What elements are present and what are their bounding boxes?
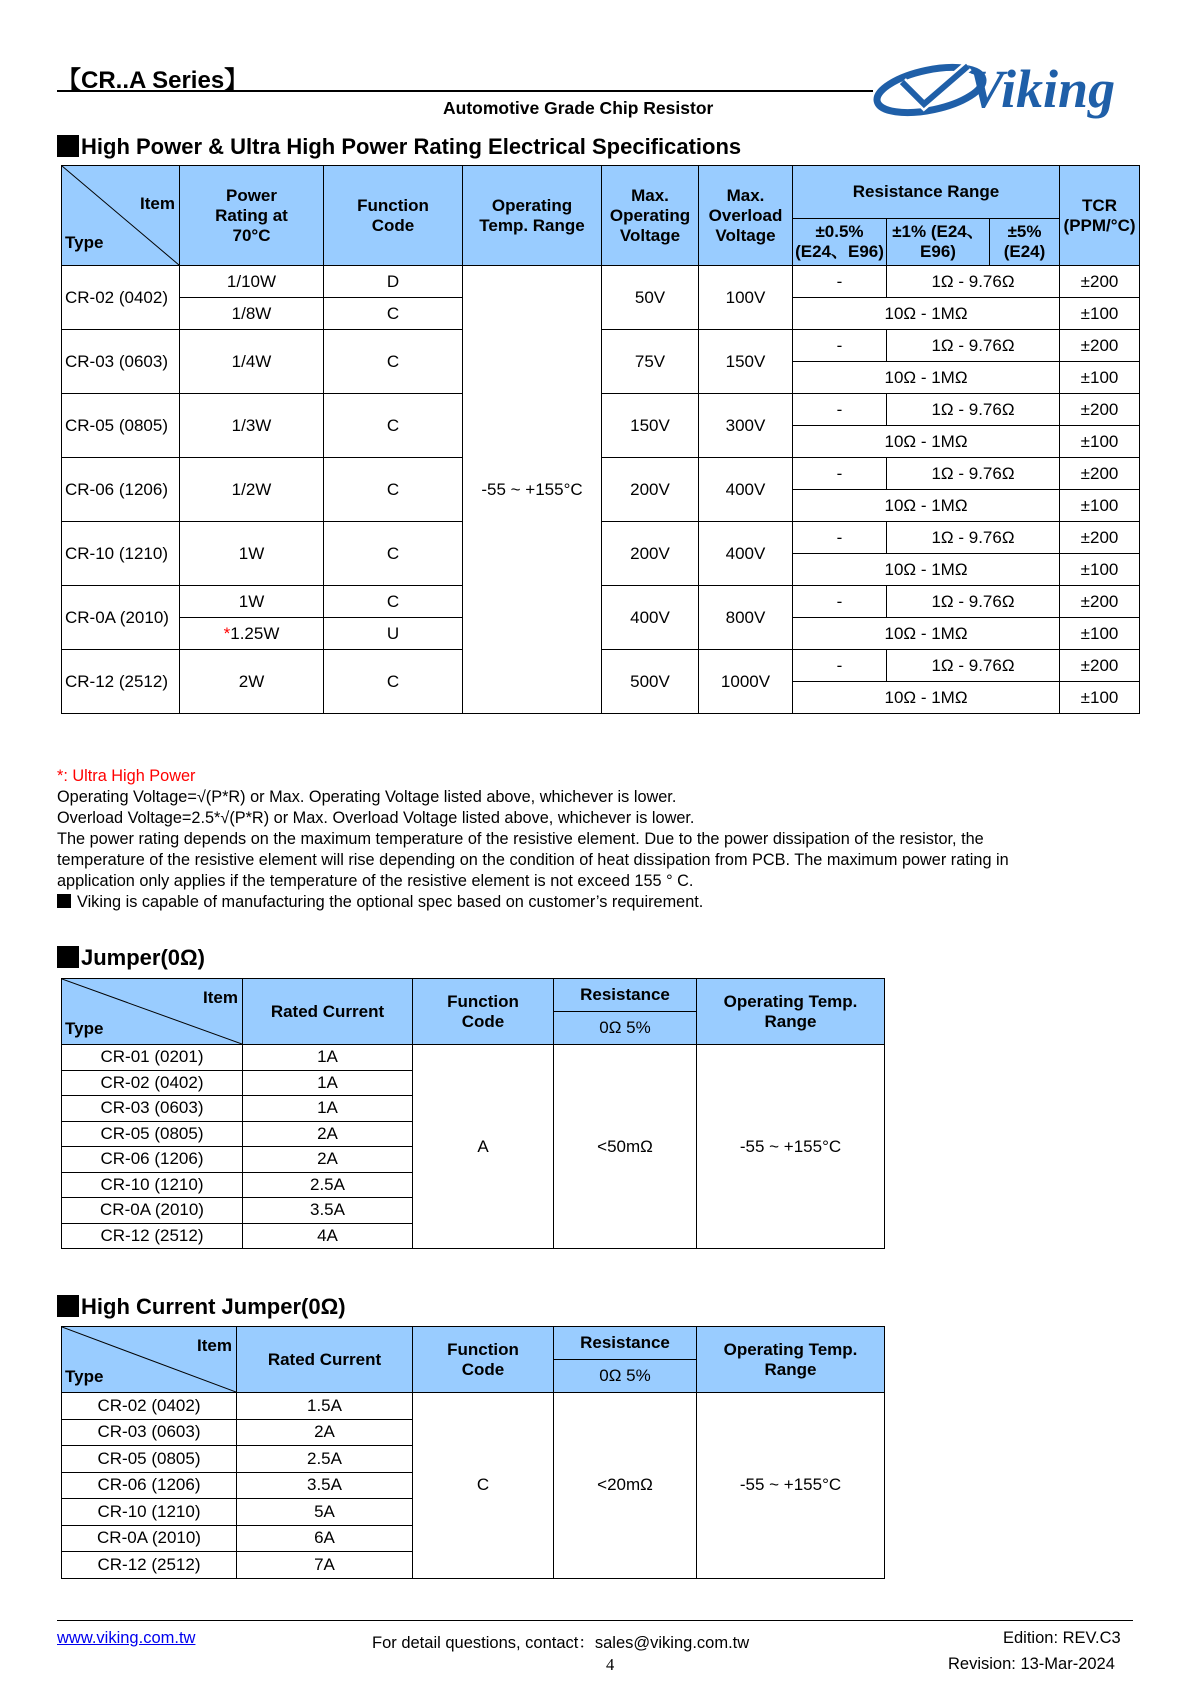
range-05-cell: - (793, 522, 887, 554)
range-low-cell: 1Ω - 9.76Ω (887, 650, 1060, 682)
range-high-cell: 10Ω - 1MΩ (793, 426, 1060, 458)
range-05-cell: - (793, 330, 887, 362)
header-divider (57, 90, 873, 92)
function-cell: U (324, 618, 463, 650)
function-cell: C (324, 522, 463, 586)
rated-current-cell: 2A (243, 1147, 413, 1173)
hc-jumper-table (61, 1326, 885, 1579)
type-cell: CR-0A (2010) (62, 586, 180, 650)
max-ov-voltage-cell: 400V (699, 522, 793, 586)
function-cell: C (413, 1393, 554, 1579)
rated-current-cell: 3.5A (237, 1472, 413, 1499)
type-cell: CR-02 (0402) (62, 1393, 237, 1420)
function-cell: C (324, 394, 463, 458)
range-05-cell: - (793, 266, 887, 298)
power-rating-header: Power Rating at 70°C (180, 166, 324, 266)
table-row (62, 650, 1140, 682)
range-low-cell: 1Ω - 9.76Ω (887, 330, 1060, 362)
max-ov-voltage-cell: 800V (699, 586, 793, 650)
power-cell: 1W (180, 522, 324, 586)
table-row (62, 1393, 885, 1420)
function-cell: A (413, 1045, 554, 1249)
range-high-cell: 10Ω - 1MΩ (793, 298, 1060, 330)
range-low-cell: 1Ω - 9.76Ω (887, 266, 1060, 298)
table-row (62, 458, 1140, 490)
resistance-header: Resistance (554, 979, 697, 1012)
tcr-cell: ±100 (1060, 618, 1140, 650)
range-5-header: ±5% (E24) (990, 219, 1060, 266)
ultra-marker: * (223, 623, 231, 643)
resistance-cell: <50mΩ (554, 1045, 697, 1249)
range-05-cell: - (793, 586, 887, 618)
edition-label: Edition: REV.C3 (1003, 1629, 1121, 1647)
function-cell: C (324, 330, 463, 394)
power-cell: 1W (180, 586, 324, 618)
rated-current-cell: 7A (237, 1552, 413, 1579)
power-cell (180, 618, 324, 650)
type-cell: CR-12 (2512) (62, 1223, 243, 1249)
power-cell: 1/4W (180, 330, 324, 394)
max-ov-voltage-cell: 100V (699, 266, 793, 330)
spec-table-body (62, 266, 1140, 714)
range-05-cell: - (793, 394, 887, 426)
rated-current-cell: 1A (243, 1096, 413, 1122)
max-op-voltage-cell: 400V (602, 586, 699, 650)
max-op-voltage-cell: 50V (602, 266, 699, 330)
range-05-header: ±0.5% (E24、E96) (793, 219, 887, 266)
temp-range-cell: -55 ~ +155°C (697, 1045, 885, 1249)
rated-current-header: Rated Current (237, 1327, 413, 1393)
series-title: 【CR..A Series】 (57, 67, 249, 94)
range-high-cell: 10Ω - 1MΩ (793, 490, 1060, 522)
section-title-jumper: Jumper(0Ω) (57, 945, 205, 971)
temp-range-header: Operating Temp. Range (463, 166, 602, 266)
rated-current-cell: 3.5A (243, 1198, 413, 1224)
function-cell: C (324, 586, 463, 618)
tcr-cell: ±200 (1060, 586, 1140, 618)
rated-current-cell: 4A (243, 1223, 413, 1249)
type-cell: CR-0A (2010) (62, 1198, 243, 1224)
type-cell: CR-0A (2010) (62, 1525, 237, 1552)
type-cell: CR-05 (0805) (62, 1446, 237, 1473)
item-label: Item (197, 1336, 232, 1356)
tcr-cell: ±200 (1060, 522, 1140, 554)
max-op-voltage-cell: 200V (602, 458, 699, 522)
tcr-header: TCR (PPM/°C) (1060, 166, 1140, 266)
function-code-header: Function Code (413, 1327, 554, 1393)
table-row (62, 394, 1140, 426)
range-high-cell: 10Ω - 1MΩ (793, 554, 1060, 586)
resistance-cell: <20mΩ (554, 1393, 697, 1579)
type-cell: CR-10 (1210) (62, 1499, 237, 1526)
jumper-item-type-header (62, 979, 243, 1045)
revision-date: Revision: 13-Mar-2024 (948, 1655, 1115, 1673)
tcr-cell: ±200 (1060, 330, 1140, 362)
tcr-cell: ±200 (1060, 650, 1140, 682)
type-cell: CR-03 (0603) (62, 1096, 243, 1122)
range-1-header: ±1% (E24、E96) (887, 219, 990, 266)
rated-current-cell: 6A (237, 1525, 413, 1552)
type-label: Type (65, 1366, 104, 1386)
type-cell: CR-06 (1206) (62, 1472, 237, 1499)
power-cell: 1/8W (180, 298, 324, 330)
item-label: Item (140, 193, 175, 213)
tcr-cell: ±100 (1060, 298, 1140, 330)
ultra-high-power-note: *: Ultra High Power (57, 767, 196, 785)
range-05-cell: - (793, 650, 887, 682)
power-cell: 1/10W (180, 266, 324, 298)
table-row (62, 522, 1140, 554)
resistance-header: Resistance (554, 1327, 697, 1360)
temp-range-header: Operating Temp. Range (697, 1327, 885, 1393)
resistance-sub-header: 0Ω 5% (554, 1360, 697, 1393)
type-cell: CR-10 (1210) (62, 522, 180, 586)
overload-voltage-note: Overload Voltage=2.5*√(P*R) or Max. Overload Voltage listed above, whichever is lower. (57, 809, 695, 827)
power-cell: 1/3W (180, 394, 324, 458)
power-rating-note-line2: temperature of the resistive element will rise depending on the condition of heat dissipation from PCB. The maximum power rating in (57, 851, 1009, 869)
range-high-cell: 10Ω - 1MΩ (793, 618, 1060, 650)
viking-logo (872, 52, 1152, 124)
footer-divider (57, 1620, 1133, 1621)
rated-current-cell: 2.5A (243, 1172, 413, 1198)
type-cell: CR-03 (0603) (62, 1419, 237, 1446)
range-low-cell: 1Ω - 9.76Ω (887, 394, 1060, 426)
function-code-header: Function Code (413, 979, 554, 1045)
tcr-cell: ±200 (1060, 266, 1140, 298)
power-cell: 2W (180, 650, 324, 714)
type-cell: CR-12 (2512) (62, 650, 180, 714)
type-cell: CR-05 (0805) (62, 1121, 243, 1147)
operating-voltage-note: Operating Voltage=√(P*R) or Max. Operating Voltage listed above, whichever is lower. (57, 788, 677, 806)
function-cell: D (324, 266, 463, 298)
tcr-cell: ±100 (1060, 554, 1140, 586)
document-subtitle: Automotive Grade Chip Resistor (443, 98, 714, 118)
function-cell: C (324, 298, 463, 330)
type-cell: CR-02 (0402) (62, 1070, 243, 1096)
table-row (62, 586, 1140, 618)
table-row (62, 330, 1140, 362)
rated-current-cell: 1A (243, 1070, 413, 1096)
power-cell: 1/2W (180, 458, 324, 522)
table-row (62, 1045, 885, 1071)
hc-jumper-table-body (62, 1393, 885, 1579)
square-bullet-icon (57, 1295, 79, 1317)
item-type-header (62, 166, 180, 266)
range-05-cell: - (793, 458, 887, 490)
rated-current-header: Rated Current (243, 979, 413, 1045)
square-bullet-icon (57, 135, 79, 157)
optional-spec-note: Viking is capable of manufacturing the optional spec based on customer’s requirement. (57, 892, 1137, 913)
max-op-voltage-cell: 500V (602, 650, 699, 714)
range-high-cell: 10Ω - 1MΩ (793, 362, 1060, 394)
function-cell: C (324, 458, 463, 522)
max-ov-voltage-header: Max. Overload Voltage (699, 166, 793, 266)
rated-current-cell: 1A (243, 1045, 413, 1071)
type-cell: CR-01 (0201) (62, 1045, 243, 1071)
page-number: 4 (606, 1655, 615, 1674)
section-title-hc-jumper: High Current Jumper(0Ω) (57, 1294, 346, 1320)
power-rating-note-line3: application only applies if the temperature of the resistive element is not exceed 155 ° C. (57, 872, 694, 890)
type-cell: CR-05 (0805) (62, 394, 180, 458)
contact-info: For detail questions, contact：sales@viking.com.tw (372, 1634, 750, 1652)
jumper-table (61, 978, 885, 1249)
rated-current-cell: 2A (237, 1419, 413, 1446)
hc-item-type-header (62, 1327, 237, 1393)
rated-current-cell: 2.5A (237, 1446, 413, 1473)
tcr-cell: ±100 (1060, 682, 1140, 714)
tcr-cell: ±100 (1060, 426, 1140, 458)
rated-current-cell: 2A (243, 1121, 413, 1147)
max-ov-voltage-cell: 300V (699, 394, 793, 458)
type-cell: CR-06 (1206) (62, 1147, 243, 1173)
item-label: Item (203, 988, 238, 1008)
range-low-cell: 1Ω - 9.76Ω (887, 458, 1060, 490)
temp-range-header: Operating Temp. Range (697, 979, 885, 1045)
max-op-voltage-header: Max. Operating Voltage (602, 166, 699, 266)
function-cell: C (324, 650, 463, 714)
function-code-header: Function Code (324, 166, 463, 266)
range-high-cell: 10Ω - 1MΩ (793, 682, 1060, 714)
spec-table (61, 165, 1140, 714)
type-cell: CR-02 (0402) (62, 266, 180, 330)
power-rating-note-line1: The power rating depends on the maximum temperature of the resistive element. Due to the power dissipation of the resistor, the (57, 830, 984, 848)
max-ov-voltage-cell: 150V (699, 330, 793, 394)
type-cell: CR-03 (0603) (62, 330, 180, 394)
tcr-cell: ±100 (1060, 490, 1140, 522)
range-low-cell: 1Ω - 9.76Ω (887, 586, 1060, 618)
type-label: Type (65, 233, 104, 253)
power-value: 1.25W (230, 623, 280, 643)
section-title-spec: High Power & Ultra High Power Rating Electrical Specifications (57, 134, 741, 160)
range-low-cell: 1Ω - 9.76Ω (887, 522, 1060, 554)
rated-current-cell: 5A (237, 1499, 413, 1526)
square-bullet-icon (57, 894, 71, 908)
table-row (62, 266, 1140, 298)
jumper-table-body (62, 1045, 885, 1249)
website-link[interactable]: www.viking.com.tw (57, 1629, 196, 1647)
tcr-cell: ±100 (1060, 362, 1140, 394)
resistance-range-header: Resistance Range (793, 166, 1060, 219)
notes (57, 766, 1137, 913)
tcr-cell: ±200 (1060, 458, 1140, 490)
resistance-sub-header: 0Ω 5% (554, 1012, 697, 1045)
square-bullet-icon (57, 946, 79, 968)
max-ov-voltage-cell: 400V (699, 458, 793, 522)
tcr-cell: ±200 (1060, 394, 1140, 426)
max-op-voltage-cell: 75V (602, 330, 699, 394)
temp-range-cell: -55 ~ +155°C (463, 266, 602, 714)
max-op-voltage-cell: 150V (602, 394, 699, 458)
logo-text: Viking (968, 59, 1116, 119)
type-cell: CR-06 (1206) (62, 458, 180, 522)
max-ov-voltage-cell: 1000V (699, 650, 793, 714)
rated-current-cell: 1.5A (237, 1393, 413, 1420)
type-cell: CR-12 (2512) (62, 1552, 237, 1579)
type-cell: CR-10 (1210) (62, 1172, 243, 1198)
type-label: Type (65, 1018, 104, 1038)
temp-range-cell: -55 ~ +155°C (697, 1393, 885, 1579)
max-op-voltage-cell: 200V (602, 522, 699, 586)
